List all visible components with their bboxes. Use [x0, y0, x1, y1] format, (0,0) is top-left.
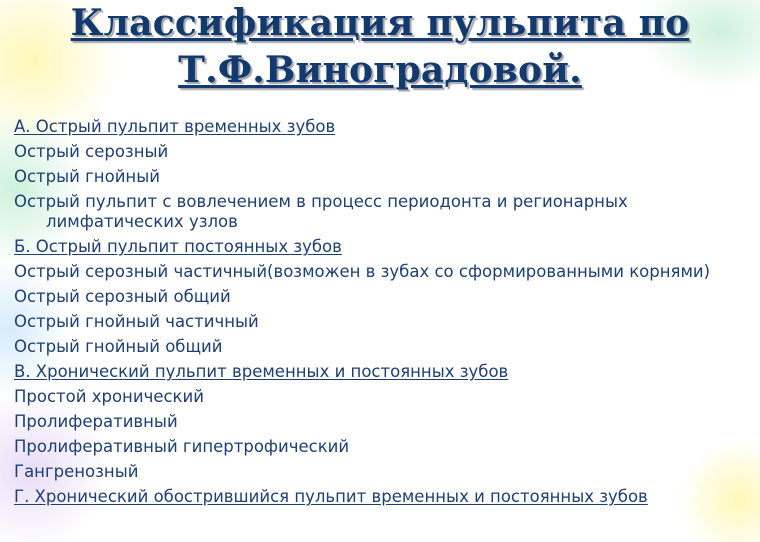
list-item: Острый серозный общий: [14, 287, 231, 306]
list-item: Острый серозный: [14, 142, 169, 161]
classification-list: [14, 117, 744, 512]
list-item: Пролиферативный: [14, 412, 178, 431]
list-item: Гангренозный: [14, 462, 139, 481]
list-item: Острый гнойный: [14, 167, 160, 186]
list-item: Простой хронический: [14, 387, 204, 406]
section-heading-v: В. Хронический пульпит временных и постоянных зубов: [14, 362, 509, 381]
list-item: Острый гнойный частичный: [14, 312, 259, 331]
title-line-1: Классификация пульпита по: [70, 2, 690, 44]
list-item: Острый гнойный общий: [14, 337, 223, 356]
section-heading-a: А. Острый пульпит временных зубов: [14, 117, 336, 136]
section-heading-g: Г. Хронический обострившийся пульпит временных и постоянных зубов: [14, 487, 648, 506]
slide-title: [0, 0, 760, 94]
section-heading-b: Б. Острый пульпит постоянных зубов: [14, 237, 342, 256]
list-item: Пролиферативный гипертрофический: [14, 437, 350, 456]
list-item: Острый пульпит с вовлечением в процесс периодонта и регионарных лимфатических узлов: [14, 192, 628, 231]
title-line-2: Т.Ф.Виноградовой.: [178, 49, 582, 91]
list-item: Острый серозный частичный(возможен в зубах со сформированными корнями): [14, 262, 711, 281]
